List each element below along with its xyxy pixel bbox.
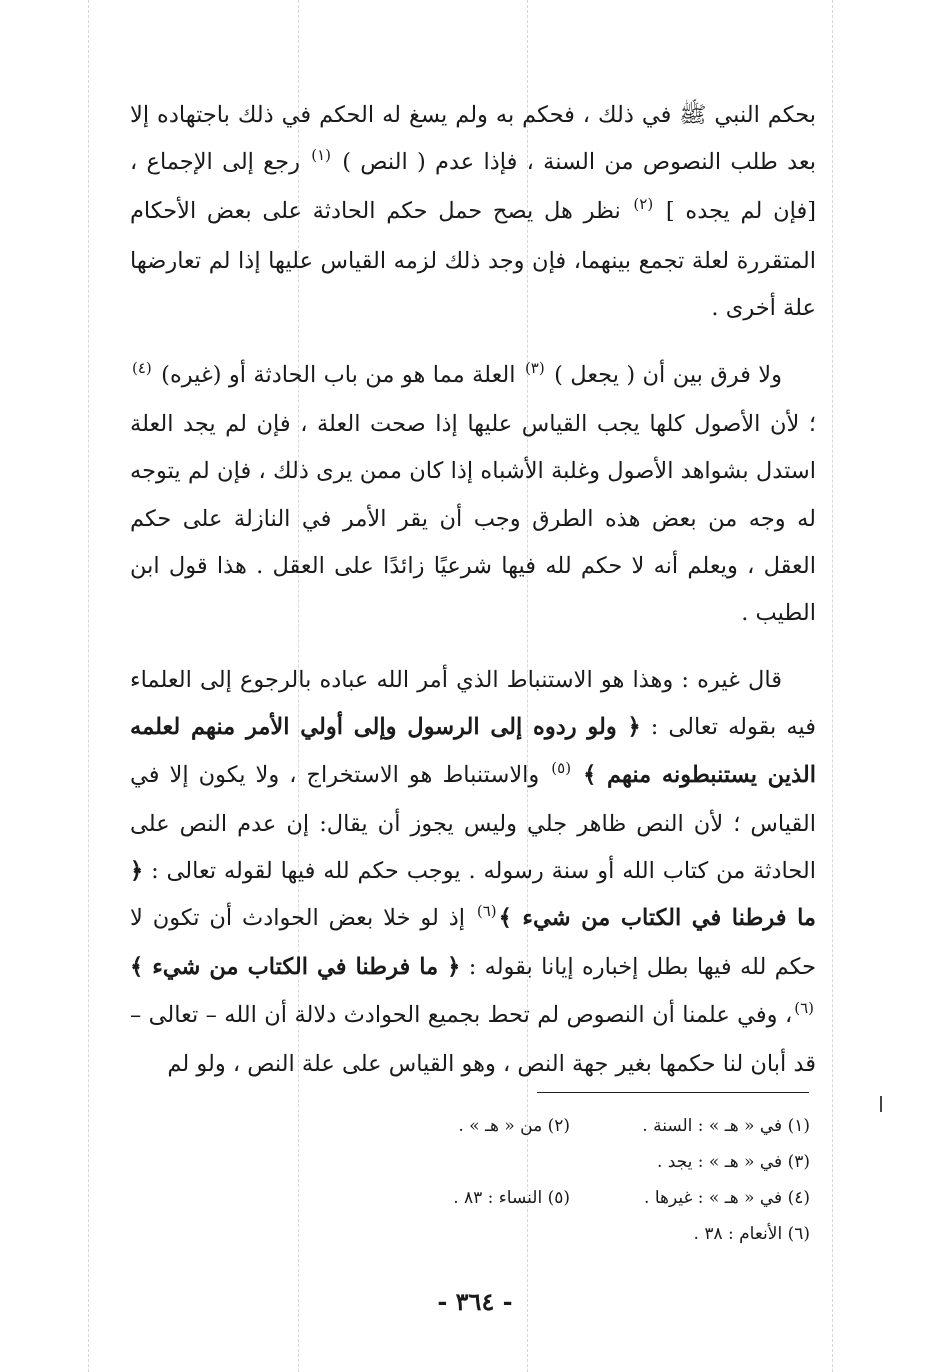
footnote-separator xyxy=(537,1092,809,1093)
margin-tick-mark xyxy=(880,1096,882,1112)
body-text xyxy=(573,762,583,788)
footnote-row xyxy=(300,1144,810,1180)
scan-guide-line xyxy=(88,0,89,1372)
footnote-reference: (٢) xyxy=(633,195,654,214)
footnote-row xyxy=(300,1180,810,1216)
page-body xyxy=(130,92,816,1108)
footnote-reference: (٦) xyxy=(794,998,814,1017)
body-text: ، وفي علمنا أن النصوص لم تحط بجميع الحوادث دلالة أن الله – تعالى – قد أبان لنا حكمها بغير جهة النص ، وهو القياس على علة النص ، ولو لم xyxy=(130,1001,816,1077)
quran-quote: ﴿ ولو ردوه إلى الرسول وإلى أولي الأمر منهم لعلمه الذين يستنبطونه منهم ﴾ xyxy=(130,714,816,788)
body-text: رجع إلى الإجماع ، [فإن لم يجده ] xyxy=(130,149,816,225)
footnote-row xyxy=(300,1108,810,1144)
quran-quote: ﴿ ما فرطنا في الكتاب من شيء ﴾ xyxy=(130,954,461,981)
paragraph-2 xyxy=(130,352,816,637)
quran-quote: ﴿ ما فرطنا في الكتاب من شيء ﴾ xyxy=(130,858,816,932)
footnote-empty xyxy=(300,1216,570,1252)
footnote-5: (٥) النساء : ٨٣ . xyxy=(453,1188,570,1208)
footnote-1: (١) في « هـ » : السنة . xyxy=(642,1116,810,1136)
body-text: إذ لو خلا بعض الحوادث أن تكون لا حكم لله فيها بطل إخباره إيانا بقوله : xyxy=(130,905,816,981)
footnotes xyxy=(300,1108,810,1252)
footnote-reference: (٣) xyxy=(524,359,545,378)
body-text: بحكم النبي ﷺ في ذلك ، فحكم به ولم يسغ له الحكم في ذلك باجتهاده إلا بعد طلب النصوص من السنة ، فإذا عدم ( النص ) xyxy=(130,102,816,176)
footnote-empty xyxy=(300,1144,570,1180)
body-text: نظر هل يصح حمل حكم الحادثة على بعض الأحكام المتقررة لعلة تجمع بينهما، فإن وجد ذلك لزمه القياس عليها إذا لم تعارضها علة أخرى . xyxy=(130,198,816,321)
body-text: ولا فرق بين أن ( يجعل ) xyxy=(546,362,782,389)
body-text: العلة مما هو من باب الحادثة أو (غيره) xyxy=(153,362,523,389)
footnote-row xyxy=(300,1216,810,1252)
footnote-reference: (١) xyxy=(311,146,331,165)
footnote-2: (٢) من « هـ » . xyxy=(458,1116,570,1136)
body-text: ؛ لأن الأصول كلها يجب القياس عليها إذا صحت العلة ، فإن لم يجد العلة استدل بشواهد الأصول وغلبة الأشباه إذا كان ممن يرى ذلك ، فإن لم يتوجه له وجه من بعض هذه الطرق وجب أن يقر الأمر في النازلة على حكم العقل ، ويعلم أنه لا حكم لله فيها شرعيًا زائدًا على العقل . هذا قول ابن الطيب . xyxy=(130,411,816,627)
footnote-3: (٣) في « هـ » : يجد . xyxy=(656,1152,810,1172)
footnote-reference: (٥) xyxy=(551,758,572,777)
footnote-reference: (٤) xyxy=(132,359,152,378)
footnote-6: (٦) الأنعام : ٣٨ . xyxy=(693,1224,810,1244)
scan-guide-line xyxy=(832,0,833,1372)
footnote-4: (٤) في « هـ » : غيرها . xyxy=(644,1188,810,1208)
footnote-reference: (٦) xyxy=(476,902,497,921)
body-text: قال غيره : وهذا هو الاستنباط الذي أمر الله عباده بالرجوع إلى العلماء فيه بقوله تعالى : xyxy=(130,667,816,741)
body-text: والاستنباط هو الاستخراج ، ولا يكون إلا في القياس ؛ لأن النص ظاهر جلي وليس يجوز أن يقال: إن عدم النص على الحادثة من كتاب الله أو سنة رسوله . يوجب حكم لله فيها لقوله تعالى : xyxy=(130,761,816,885)
page-number: - ٣٦٤ - xyxy=(437,1287,513,1316)
paragraph-3 xyxy=(130,657,816,1088)
paragraph-1 xyxy=(130,92,816,332)
